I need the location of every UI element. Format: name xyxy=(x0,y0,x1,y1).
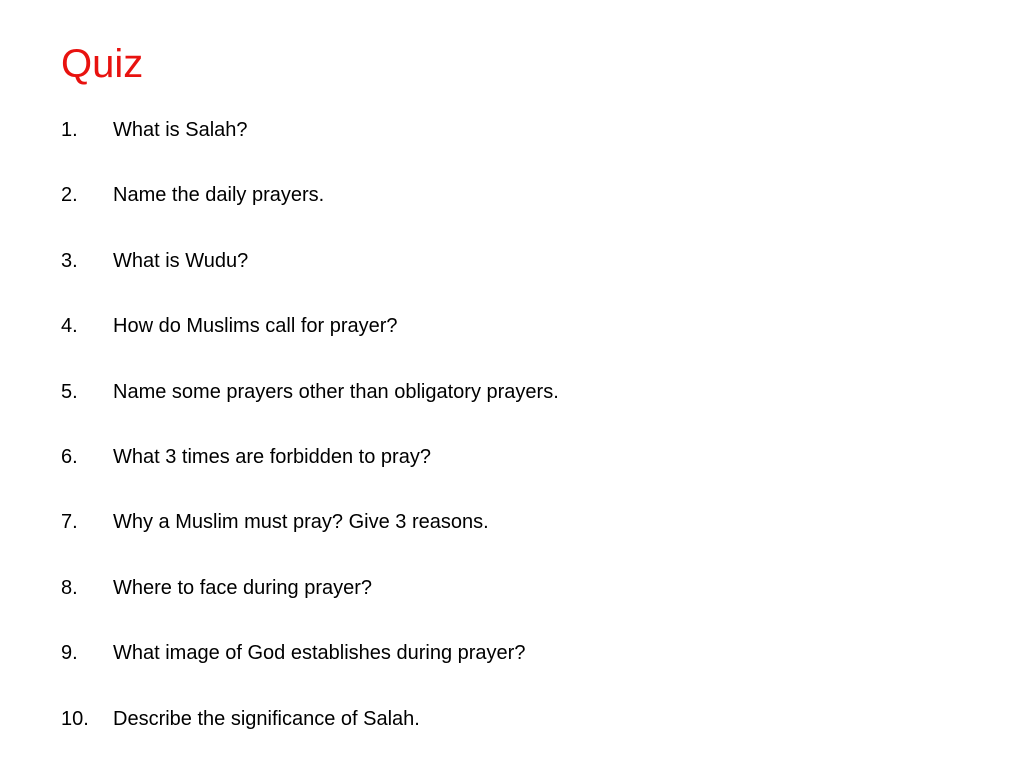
question-text: Name some prayers other than obligatory prayers. xyxy=(113,380,559,403)
question-text: Why a Muslim must pray? Give 3 reasons. xyxy=(113,511,489,534)
question-number: 5. xyxy=(61,380,78,403)
question-number: 6. xyxy=(61,445,78,468)
question-item xyxy=(61,114,559,179)
question-number: 3. xyxy=(61,249,78,272)
question-number: 2. xyxy=(61,184,78,207)
question-number: 9. xyxy=(61,642,78,665)
question-item xyxy=(61,310,559,375)
question-item xyxy=(61,245,559,310)
question-number: 7. xyxy=(61,511,78,534)
question-text: Describe the significance of Salah. xyxy=(113,707,420,730)
question-text: How do Muslims call for prayer? xyxy=(113,315,398,338)
question-item xyxy=(61,572,559,637)
slide-title: Quiz xyxy=(61,42,144,86)
question-number: 8. xyxy=(61,576,78,599)
question-item xyxy=(61,506,559,571)
question-item xyxy=(61,376,559,441)
question-item xyxy=(61,703,559,768)
question-text: What 3 times are forbidden to pray? xyxy=(113,445,431,468)
question-text: Name the daily prayers. xyxy=(113,184,325,207)
question-list xyxy=(61,114,559,768)
question-item xyxy=(61,179,559,244)
question-item xyxy=(61,637,559,702)
question-text: What is Salah? xyxy=(113,119,248,141)
question-text: Where to face during prayer? xyxy=(113,576,373,599)
question-text: What image of God establishes during prayer? xyxy=(113,642,526,665)
question-number: 4. xyxy=(61,315,78,338)
question-number: 10. xyxy=(61,707,89,730)
question-item xyxy=(61,441,559,506)
question-text: What is Wudu? xyxy=(113,249,249,272)
question-number: 1. xyxy=(61,119,78,141)
